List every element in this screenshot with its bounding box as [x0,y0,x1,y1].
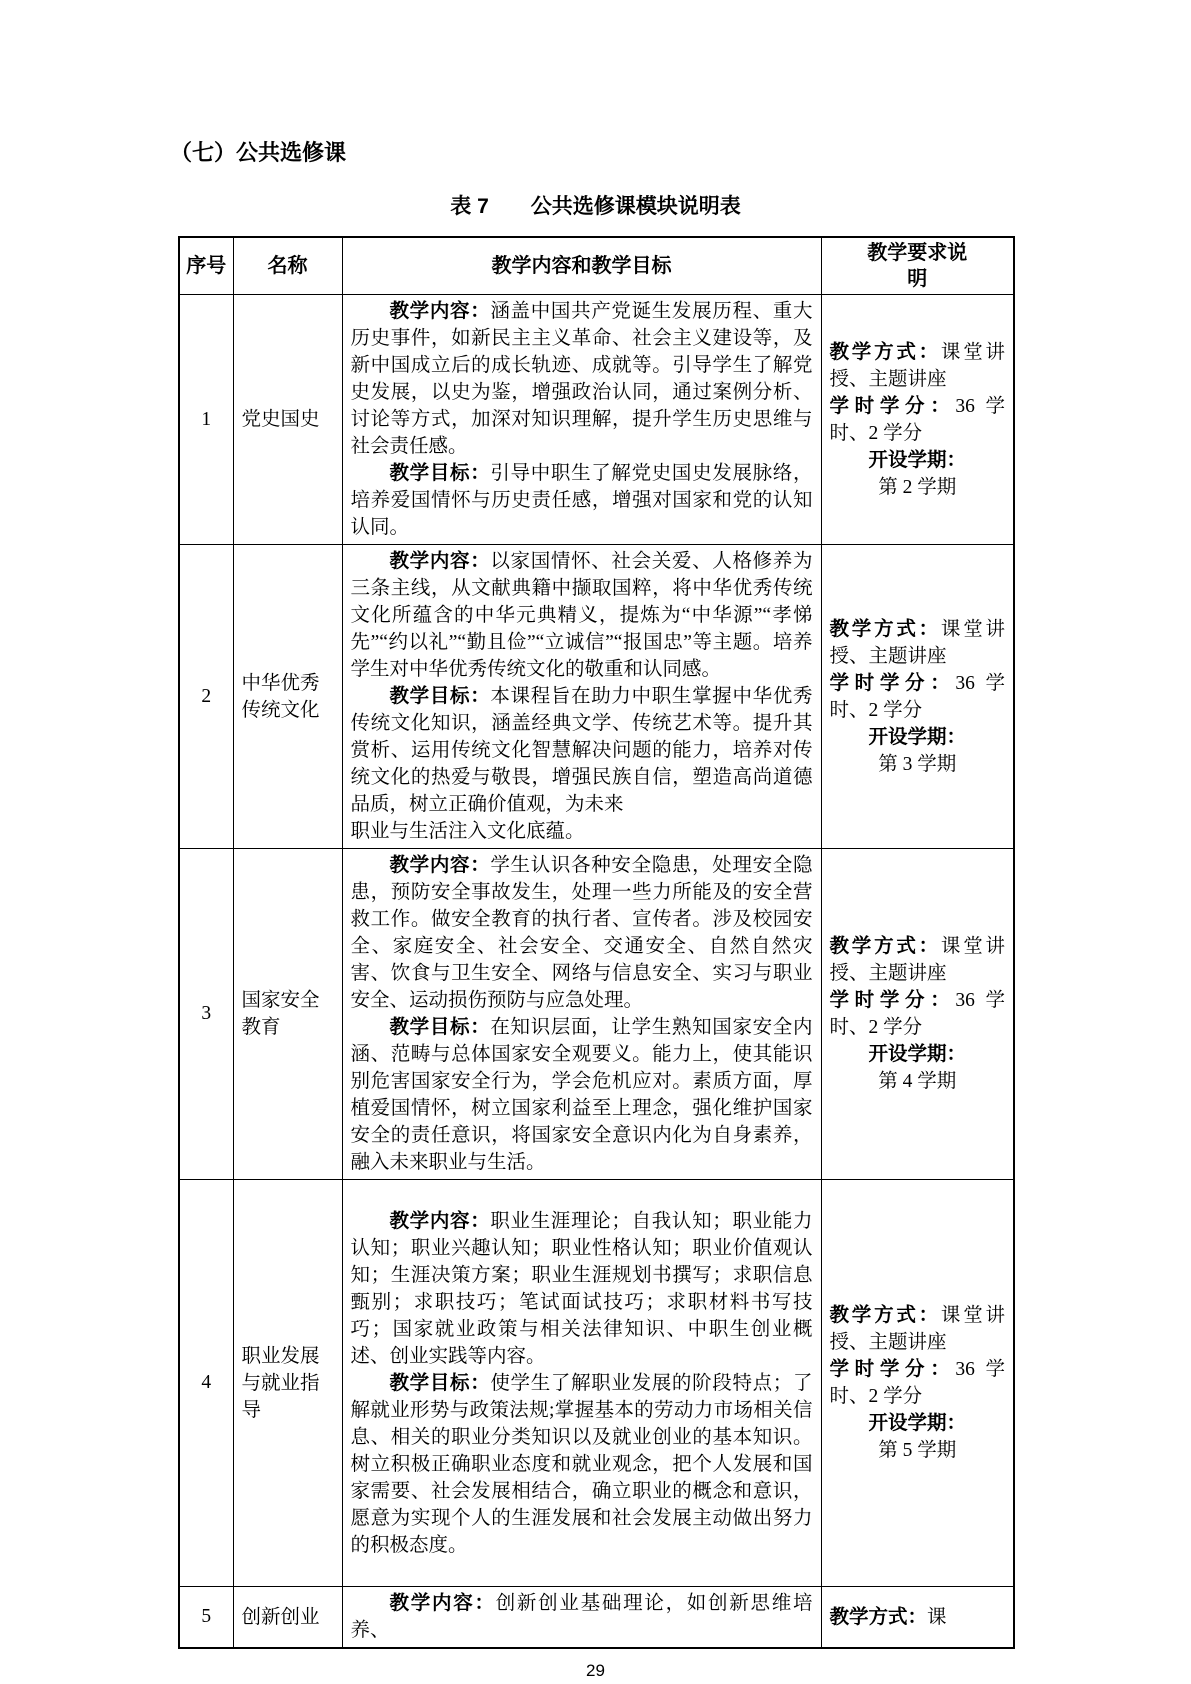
content-text: 学生认识各种安全隐患，处理安全隐患，预防安全事故发生，处理一些力所能及的安全营救工作。做安全教育的执行者、宣传者。涉及校园安全、家庭安全、社会安全、交通安全、自然自然灾害、饮食与卫生安全、网络与信息安全、实习与职业安全、运动损伤预防与应急处理。 [350,855,813,1011]
hours-credits [830,393,1006,447]
content-paragraph [351,852,813,1014]
table-title: 表 7 公共选修课模块说明表 [450,195,741,218]
semester-label: 开设学期： [868,1043,966,1065]
header-cell-name: 名称 [233,237,342,295]
row-number: 1 [179,295,233,545]
semester-label-line [830,724,1006,751]
semester-label: 开设学期： [868,725,966,748]
row-number: 3 [179,849,233,1180]
objective-label: 教学目标： [389,1371,491,1394]
section-heading: （七）公共选修课 [170,140,347,165]
objective-extra-line: 职业与生活注入文化底蕴。 [350,821,585,842]
hours-label: 学时学分： [829,394,956,417]
method-text: 课堂讲授、主题讲座 [829,618,1005,667]
course-content-cell [342,1587,821,1649]
header-cell-requirement [821,237,1014,295]
content-label: 教学内容： [389,1592,496,1614]
content-text: 以家国情怀、社会关爱、人格修养为三条主线，从文献典籍中撷取国粹，将中华优秀传统文化所蕴含的中华元典精义，提炼为“中华源”“孝悌先”“约以礼”“勤且俭”“立诚信”“报国忠”等主题。培养学生对中华优秀传统文化的敬重和认同感。 [350,551,813,680]
method-label: 教学方式： [829,617,941,640]
method-text: 课堂讲授、主题讲座 [829,936,1005,984]
table-row [179,545,1014,849]
method-text: 课堂讲授、主题讲座 [829,341,1005,390]
objective-paragraph [351,1014,813,1176]
objective-label: 教学目标： [389,685,491,707]
content-paragraph [351,1590,813,1644]
hours-text: 36 学时、2 学分 [829,672,1005,721]
requirement-cell [821,1180,1014,1587]
objective-paragraph [351,683,813,818]
objective-text: 本课程旨在助力中职生掌握中华优秀传统文化知识，涵盖经典文学、传统艺术等。提升其赏析、运用传统文化智慧解决问题的能力，培养对传统文化的热爱与敬畏，增强民族自信，塑造高尚道德品质，树立正确价值观，为未来 [350,686,813,815]
course-content-cell [342,849,821,1180]
course-name: 国家安全教育 [233,849,342,1180]
semester-value-line: 第 5 学期 [878,1440,957,1461]
hours-text: 36 学时、2 学分 [829,990,1005,1038]
semester-value-line: 第 4 学期 [878,1071,957,1092]
teaching-method [830,933,1006,987]
hours-credits [830,1356,1006,1410]
method-text: 课 [927,1606,947,1628]
course-content-cell [342,545,821,849]
content-text: 涵盖中国共产党诞生发展历程、重大历史事件，如新民主主义革命、社会主义建设等，及新中国成立后的成长轨迹、成就等。引导学生了解党史发展，以史为鉴，增强政治认同，通过案例分析、讨论等方式，加深对知识理解，提升学生历史思维与社会责任感。 [350,301,813,457]
table-row [179,295,1014,545]
content-label: 教学内容： [389,1209,491,1232]
objective-text: 在知识层面，让学生熟知国家安全内涵、范畴与总体国家安全观要义。能力上，使其能识别危害国家安全行为，学会危机应对。素质方面，厚植爱国情怀，树立国家利益至上理念，强化维护国家安全的责任意识，将国家安全意识内化为自身素养，融入未来职业与生活。 [350,1017,813,1173]
method-label: 教学方式： [829,1304,941,1326]
hours-text: 36 学时、2 学分 [829,395,1005,444]
content-paragraph [351,548,813,683]
course-content-cell [342,1180,821,1587]
content-label: 教学内容： [389,300,491,322]
semester-label-line [830,447,1006,474]
semester-label-line [830,1410,1006,1437]
semester-label: 开设学期： [868,1412,966,1434]
method-text: 课堂讲授、主题讲座 [829,1305,1005,1353]
content-text: 创新创业基础理论，如创新思维培养、 [350,1593,813,1641]
table-header-row [179,237,1014,295]
teaching-method [830,616,1006,670]
content-paragraph [351,298,813,460]
objective-text: 使学生了解职业发展的阶段特点；了解就业形势与政策法规;掌握基本的劳动力市场相关信息、相关的职业分类知识以及就业创业的基本知识。树立积极正确职业态度和就业观念，把个人发展和国家需要、社会发展相结合，确立职业的概念和意识，愿意为实现个人的生涯发展和社会发展主动做出努力的积极态度。 [350,1372,813,1556]
hours-credits [830,670,1006,724]
table-row [179,1587,1014,1649]
requirement-cell [821,1587,1014,1649]
table-row [179,849,1014,1180]
objective-label: 教学目标： [389,462,491,484]
objective-paragraph [351,1370,813,1559]
hours-label: 学时学分： [829,989,956,1011]
course-name: 创新创业 [233,1587,342,1649]
header-requirement-text: 教学要求说明 [867,242,968,290]
row-number: 4 [179,1180,233,1587]
teaching-method [830,1604,1006,1631]
course-table [178,236,1015,1649]
row-number: 2 [179,545,233,849]
objective-label: 教学目标： [389,1016,491,1038]
hours-text: 36 学时、2 学分 [829,1359,1005,1407]
page-number: 29 [586,1661,605,1680]
requirement-cell [821,849,1014,1180]
content-paragraph [351,1208,813,1370]
course-name: 中华优秀传统文化 [233,545,342,849]
content-label: 教学内容： [389,854,491,876]
requirement-cell [821,295,1014,545]
content-label: 教学内容： [389,550,491,572]
method-label: 教学方式： [829,1605,928,1628]
course-name: 职业发展与就业指导 [233,1180,342,1587]
requirement-cell [821,545,1014,849]
course-name: 党史国史 [233,295,342,545]
table-row [179,1180,1014,1587]
semester-label: 开设学期： [868,448,966,471]
semester-value-line: 第 3 学期 [878,753,957,775]
course-content-cell [342,295,821,545]
teaching-method [830,339,1006,393]
semester-label-line [830,1041,1006,1068]
teaching-method [830,1302,1006,1356]
objective-paragraph [351,460,813,541]
hours-label: 学时学分： [829,671,956,694]
hours-label: 学时学分： [829,1358,956,1380]
objective-text: 引导中职生了解党史国史发展脉络，培养爱国情怀与历史责任感，增强对国家和党的认知认同。 [350,463,813,538]
method-label: 教学方式： [829,935,941,957]
hours-credits [830,987,1006,1041]
method-label: 教学方式： [829,340,941,363]
header-cell-no: 序号 [179,237,233,295]
header-cell-content: 教学内容和教学目标 [342,237,821,295]
semester-value-line: 第 2 学期 [878,476,957,498]
content-text: 职业生涯理论；自我认知；职业能力认知；职业兴趣认知；职业性格认知；职业价值观认知；生涯决策方案；职业生涯规划书撰写；求职信息甄别；求职技巧；笔试面试技巧；求职材料书写技巧；国家就业政策与相关法律知识、中职生创业概述、创业实践等内容。 [350,1210,813,1367]
row-number: 5 [179,1587,233,1649]
